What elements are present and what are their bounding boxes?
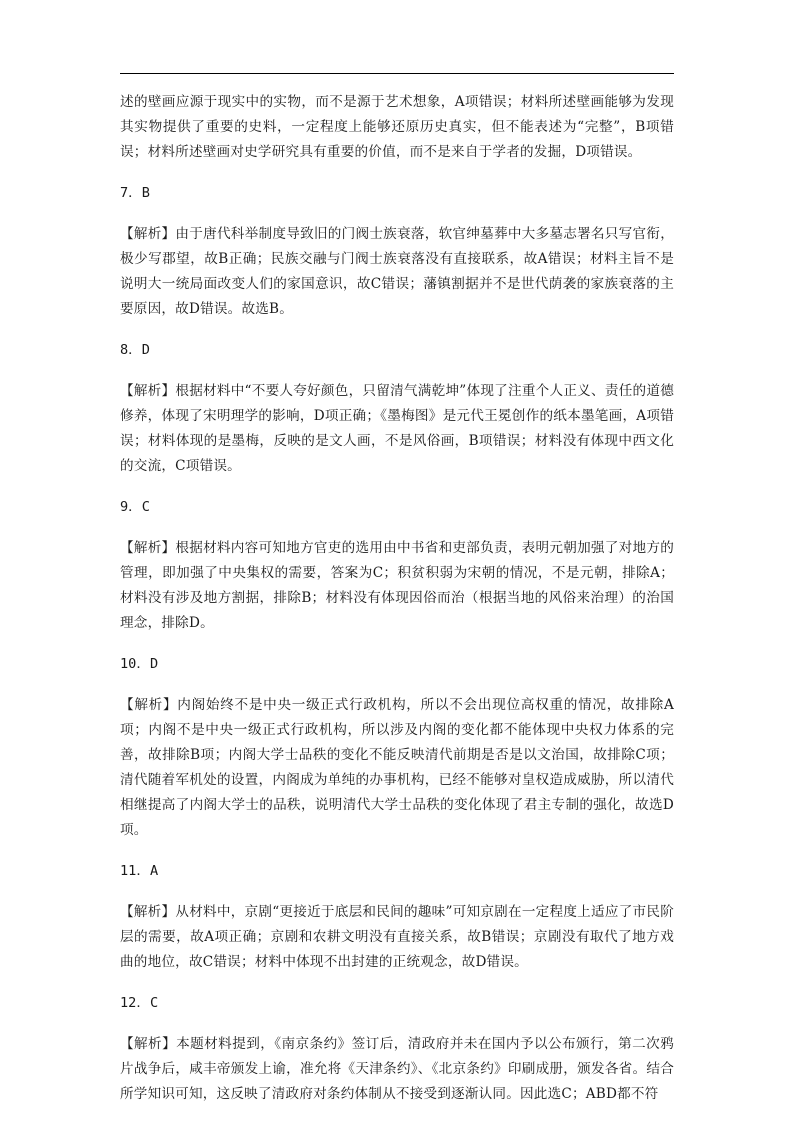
- explanation-tag: 【解析】: [120, 1036, 177, 1052]
- explanation-tag: 【解析】: [120, 540, 176, 556]
- explanation-text: 内阁始终不是中央一级正式行政机构，所以不会出现位高权重的情况，故排除A项；内阁不是中央一级正式行政机构，所以涉及内阁的变化都不能体现中央权力体系的完善，故排除B项；内阁大学士品秩的变化不能反映清代前期是否是以文治国，故排除C项；清代随着军机处的设置，内阁成为单纯的办事机构，已经不能够对皇权造成威胁，所以清代相继提高了内阁大学士的品秩，说明清代大学士品秩的变化体现了君主专制的强化，故选D项。: [120, 697, 674, 838]
- explanation-tag: 【解析】: [120, 697, 178, 713]
- explanation-8: [120, 379, 674, 479]
- answer-8: 8．D: [120, 342, 150, 358]
- explanation-text: 由于唐代科举制度导致旧的门阀士族衰落，软官绅墓葬中大多墓志署名只写官衔，极少写郡望，故B正确；民族交融与门阀士族衰落没有直接联系，故A错误；材料主旨不是说明大一统局面改变人们的家国意识，故C错误；藩镇割据并不是世代荫袭的家族衰落的主要原因，故D错误。故选B。: [120, 226, 674, 317]
- document-body: [120, 90, 674, 1107]
- answer-9: 9．C: [120, 499, 150, 515]
- explanation-text: 根据材料中“不要人夸好颜色，只留清气满乾坤”体现了注重个人正义、责任的道德修养，体现了宋明理学的影响，D项正确；《墨梅图》是元代王冕创作的纸本墨笔画，A项错误；材料体现的是墨梅，反映的是文人画，不是风俗画，B项错误；材料没有体现中西文化的交流，C项错误。: [120, 383, 674, 474]
- explanation-text: 根据材料内容可知地方官吏的选用由中书省和吏部负责，表明元朝加强了对地方的管理，即加强了中央集权的需要，答案为C；积贫积弱为宋朝的情况，不是元朝，排除A；材料没有涉及地方割据，排除B；材料没有体现因俗而治（根据当地的风俗来治理）的治国理念，排除D。: [120, 540, 674, 631]
- header-rule: [120, 73, 674, 74]
- explanation-9: [120, 536, 674, 636]
- explanation-tag: 【解析】: [120, 226, 176, 242]
- explanation-text: 从材料中，京剧“更接近于底层和民间的趣味”可知京剧在一定程度上适应了市民阶层的需要，故A项正确；京剧和农耕文明没有直接关系，故B错误；京剧没有取代了地方戏曲的地位，故C错误；材料中体现不出封建的正统观念，故D错误。: [120, 904, 674, 970]
- answer-12: 12．C: [120, 995, 159, 1011]
- answer-10: 10．D: [120, 656, 159, 672]
- explanation-tag: 【解析】: [120, 383, 176, 399]
- explanation-12: [120, 1032, 674, 1107]
- explanation-tag: 【解析】: [120, 904, 176, 920]
- explanation-10: [120, 693, 674, 843]
- answer-7: 7．B: [120, 185, 150, 201]
- continuation-paragraph: 述的壁画应源于现实中的实物，而不是源于艺术想象，A项错误；材料所述壁画能够为发现其实物提供了重要的史料，一定程度上能够还原历史真实，但不能表述为“完整”，B项错误；材料所述壁画对史学研究具有重要的价值，而不是来自于学者的发掘，D项错误。: [120, 94, 674, 160]
- explanation-7: [120, 222, 674, 322]
- explanation-text: 本题材料提到，《南京条约》签订后，清政府并未在国内予以公布颁行，第二次鸦片战争后，咸丰帝颁发上谕，准允将《天津条约》、《北京条约》印刷成册，颁发各省。结合所学知识可知，这反映了清政府对条约体制从不接受到逐渐认同。因此选C；ABD都不符: [120, 1036, 674, 1102]
- explanation-11: [120, 900, 674, 975]
- answer-11: 11．A: [120, 863, 159, 879]
